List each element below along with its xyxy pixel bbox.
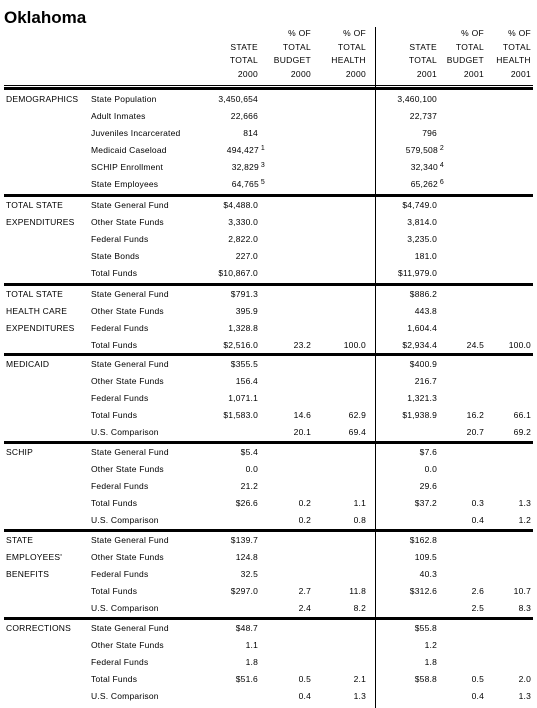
table-cell [299, 498, 311, 509]
row-label: State General Fund [91, 623, 169, 633]
column-header-line: 2000 [290, 68, 311, 79]
cell-value: 796 [422, 128, 437, 138]
column-header-line: TOTAL [502, 41, 531, 52]
cell-value: $162.8 [409, 535, 437, 545]
cell-value: 10.7 [513, 586, 531, 596]
cell-value: 0.4 [471, 515, 484, 525]
section-category: CORRECTIONS [6, 623, 72, 633]
cell-value: 1.3 [353, 691, 366, 701]
cell-value: 395.9 [235, 306, 258, 316]
cell-value: $4,488.0 [223, 200, 258, 210]
cell-value: 0.5 [471, 674, 484, 684]
table-cell [425, 640, 437, 651]
section-category: MEDICAID [6, 359, 50, 369]
table-cell [415, 376, 437, 387]
row-label: U.S. Comparison [91, 691, 159, 701]
table-cell [425, 657, 437, 668]
section-category: EMPLOYEES' [6, 552, 63, 562]
table-cell [246, 657, 258, 668]
table-cell [415, 552, 437, 563]
cell-value: 23.2 [293, 340, 311, 350]
row-label: Total Funds [91, 340, 138, 350]
table-cell [514, 427, 531, 438]
table-cell [354, 603, 366, 614]
table-cell [420, 481, 437, 492]
table-cell [415, 498, 437, 509]
cell-value: 443.8 [414, 306, 437, 316]
table-cell [402, 200, 437, 211]
row-label: Total Funds [91, 674, 138, 684]
row-label: Medicaid Caseload [91, 145, 167, 155]
table-cell [299, 586, 311, 597]
footnote-marker: 1 [260, 145, 265, 152]
column-header-line: % OF [508, 28, 531, 38]
cell-value: 1.1 [353, 498, 366, 508]
table-cell [472, 674, 484, 685]
table-cell [228, 234, 258, 245]
table-cell [231, 111, 258, 122]
cell-value: 32,829 [231, 162, 259, 172]
row-label: Other State Funds [91, 552, 164, 562]
cell-value: 1.2 [424, 640, 437, 650]
column-header-line: TOTAL [408, 55, 437, 65]
cell-value: 1.1 [245, 640, 258, 650]
table-cell [410, 359, 437, 370]
table-cell [397, 94, 437, 105]
table-cell [231, 586, 258, 597]
section-category: HEALTH CARE [6, 306, 68, 316]
section-category: EXPENDITURES [6, 217, 75, 227]
table-cell [236, 306, 258, 317]
table-cell [415, 306, 437, 317]
cell-value: 0.3 [471, 498, 484, 508]
header-rule [4, 85, 533, 86]
cell-value: 181.0 [414, 251, 437, 261]
column-header-line: STATE [409, 41, 437, 52]
column-header-line: TOTAL [282, 41, 311, 52]
table-cell [299, 674, 311, 685]
row-label: State General Fund [91, 289, 169, 299]
table-cell [402, 410, 437, 421]
cell-value: 16.2 [466, 410, 484, 420]
table-cell [223, 200, 258, 211]
row-label: Federal Funds [91, 657, 149, 667]
cell-value: 3,235.0 [407, 234, 437, 244]
cell-value: 2.4 [298, 603, 311, 613]
cell-value: $791.3 [230, 289, 258, 299]
cell-value: 0.2 [298, 498, 311, 508]
table-cell [467, 340, 484, 351]
table-cell [246, 640, 258, 651]
table-cell [415, 251, 437, 262]
column-header-line: 2001 [510, 68, 531, 79]
cell-value: 3,460,100 [397, 94, 437, 104]
section-category: BENEFITS [6, 569, 50, 579]
column-header-line: HEALTH [331, 55, 366, 65]
table-cell [299, 691, 311, 702]
cell-value: 65,262 [410, 179, 438, 189]
row-label: State General Fund [91, 200, 169, 210]
table-cell [519, 498, 531, 509]
table-cell [407, 393, 437, 404]
cell-value: $312.6 [409, 586, 437, 596]
cell-value: 69.2 [513, 427, 531, 437]
table-cell [415, 623, 437, 634]
table-cell [519, 515, 531, 526]
section-rule [4, 87, 533, 90]
table-cell [406, 145, 444, 157]
cell-value: 21.2 [240, 481, 258, 491]
cell-value: $11,979.0 [398, 268, 437, 278]
cell-value: 22,666 [230, 111, 258, 121]
table-cell [410, 289, 437, 300]
cell-value: 1,321.3 [407, 393, 437, 403]
cell-value: $55.8 [414, 623, 437, 633]
cell-value: 29.6 [419, 481, 437, 491]
table-cell [354, 498, 366, 509]
cell-value: 3,450,654 [218, 94, 258, 104]
table-cell [231, 289, 258, 300]
cell-value: $2,516.0 [223, 340, 258, 350]
table-cell [227, 145, 265, 157]
cell-value: 40.3 [419, 569, 437, 579]
column-header [274, 27, 311, 81]
cell-value: $51.6 [235, 674, 258, 684]
cell-value: 1,328.8 [228, 323, 258, 333]
table-cell [467, 410, 484, 421]
cell-value: $1,583.0 [223, 410, 258, 420]
column-header-line: STATE [230, 41, 258, 52]
cell-value: 0.5 [298, 674, 311, 684]
cell-value: $139.7 [230, 535, 258, 545]
table-cell [231, 359, 258, 370]
section-category: DEMOGRAPHICS [6, 94, 79, 104]
column-header-line: % OF [461, 28, 484, 38]
section-category: EXPENDITURES [6, 323, 75, 333]
row-label: SCHIP Enrollment [91, 162, 164, 172]
table-cell [420, 569, 437, 580]
row-label: State Bonds [91, 251, 140, 261]
column-header [331, 27, 366, 81]
column-header [409, 41, 437, 82]
section-category: TOTAL STATE [6, 289, 63, 299]
table-cell [223, 410, 258, 421]
cell-value: 2.7 [298, 586, 311, 596]
table-cell [349, 410, 366, 421]
cell-value: $4,749.0 [402, 200, 437, 210]
cell-value: $297.0 [230, 586, 258, 596]
cell-value: 24.5 [466, 340, 484, 350]
row-label: Federal Funds [91, 569, 149, 579]
cell-value: $400.9 [409, 359, 437, 369]
cell-value: 579,508 [405, 145, 438, 155]
table-cell [410, 535, 437, 546]
row-label: Total Funds [91, 586, 138, 596]
table-cell [299, 603, 311, 614]
cell-value: 494,427 [226, 145, 259, 155]
table-cell [354, 691, 366, 702]
section-rule [4, 353, 533, 356]
row-label: Other State Funds [91, 376, 164, 386]
section-category: SCHIP [6, 447, 33, 457]
table-cell [519, 603, 531, 614]
table-cell [472, 515, 484, 526]
cell-value: 0.0 [245, 464, 258, 474]
cell-value: 8.2 [353, 603, 366, 613]
table-cell [232, 179, 265, 191]
table-cell [218, 94, 258, 105]
row-label: Other State Funds [91, 640, 164, 650]
row-label: Other State Funds [91, 306, 164, 316]
cell-value: 1.8 [245, 657, 258, 667]
row-label: Federal Funds [91, 323, 149, 333]
table-cell [232, 162, 265, 174]
table-cell [299, 515, 311, 526]
column-header-line: % OF [288, 28, 311, 38]
cell-value: 2.1 [353, 674, 366, 684]
cell-value: 1.3 [518, 691, 531, 701]
table-cell [241, 481, 258, 492]
table-cell [243, 128, 258, 139]
footnote-marker: 5 [260, 179, 265, 186]
table-cell [519, 674, 531, 685]
cell-value: 3,330.0 [228, 217, 258, 227]
cell-value: 109.5 [414, 552, 437, 562]
footnote-marker: 6 [439, 179, 444, 186]
section-rule [4, 441, 533, 444]
table-cell [410, 586, 437, 597]
cell-value: 32.5 [240, 569, 258, 579]
section-category: TOTAL STATE [6, 200, 63, 210]
table-cell [425, 464, 437, 475]
row-label: State General Fund [91, 535, 169, 545]
cell-value: 62.9 [348, 410, 366, 420]
table-cell [411, 179, 444, 191]
table-cell [246, 464, 258, 475]
cell-value: $48.7 [235, 623, 258, 633]
table-cell [422, 128, 437, 139]
cell-value: $37.2 [414, 498, 437, 508]
cell-value: 0.4 [471, 691, 484, 701]
row-label: U.S. Comparison [91, 603, 159, 613]
column-header [496, 27, 531, 81]
table-cell [294, 340, 311, 351]
table-cell [241, 447, 258, 458]
cell-value: 0.2 [298, 515, 311, 525]
row-label: Juveniles Incarcerated [91, 128, 181, 138]
table-cell [241, 569, 258, 580]
table-cell [228, 393, 258, 404]
row-label: Federal Funds [91, 393, 149, 403]
column-header-line: 2001 [416, 68, 437, 79]
column-header-line: 2000 [345, 68, 366, 79]
column-header-line: BUDGET [446, 55, 484, 65]
row-label: Total Funds [91, 268, 138, 278]
table-cell [514, 410, 531, 421]
row-label: Total Funds [91, 410, 138, 420]
row-label: Other State Funds [91, 464, 164, 474]
column-header-line: 2001 [463, 68, 484, 79]
cell-value: 100.0 [508, 340, 531, 350]
footnote-marker: 4 [439, 162, 444, 169]
cell-value: 8.3 [518, 603, 531, 613]
table-cell [236, 251, 258, 262]
table-cell [509, 340, 531, 351]
cell-value: 20.1 [293, 427, 311, 437]
cell-value: $26.6 [235, 498, 258, 508]
cell-value: 814 [243, 128, 258, 138]
cell-value: 2.0 [518, 674, 531, 684]
table-cell [410, 111, 437, 122]
column-header-line: 2000 [237, 68, 258, 79]
column-header-line: TOTAL [455, 41, 484, 52]
table-cell [472, 498, 484, 509]
cell-value: 64,765 [231, 179, 259, 189]
table-cell [236, 674, 258, 685]
cell-value: $5.4 [240, 447, 258, 457]
column-header-line: BUDGET [273, 55, 311, 65]
table-cell [344, 340, 366, 351]
row-label: State General Fund [91, 447, 169, 457]
row-label: Federal Funds [91, 481, 149, 491]
cell-value: 66.1 [513, 410, 531, 420]
table-cell [407, 323, 437, 334]
column-header-line: HEALTH [496, 55, 531, 65]
cell-value: 1,071.1 [228, 393, 258, 403]
row-label: Total Funds [91, 498, 138, 508]
table-cell [472, 586, 484, 597]
column-header [230, 41, 258, 82]
page-title: Oklahoma [4, 8, 87, 27]
cell-value: 156.4 [235, 376, 258, 386]
footnote-marker: 2 [439, 145, 444, 152]
table-cell [294, 427, 311, 438]
table-cell [472, 691, 484, 702]
row-label: U.S. Comparison [91, 427, 159, 437]
table-cell [349, 427, 366, 438]
section-category: STATE [6, 535, 34, 545]
table-cell [407, 234, 437, 245]
table-cell [231, 535, 258, 546]
cell-value: 14.6 [293, 410, 311, 420]
table-cell [236, 623, 258, 634]
section-rule [4, 529, 533, 532]
cell-value: 69.4 [348, 427, 366, 437]
table-cell [472, 603, 484, 614]
row-label: U.S. Comparison [91, 515, 159, 525]
cell-value: $10,867.0 [218, 268, 258, 278]
cell-value: 1.3 [518, 498, 531, 508]
cell-value: 124.8 [235, 552, 258, 562]
cell-value: 227.0 [235, 251, 258, 261]
row-label: Federal Funds [91, 234, 149, 244]
table-cell [236, 552, 258, 563]
table-cell [236, 498, 258, 509]
cell-value: $886.2 [409, 289, 437, 299]
column-header-line: TOTAL [229, 55, 258, 65]
table-cell [228, 217, 258, 228]
cell-value: 2.5 [471, 603, 484, 613]
column-header-line: TOTAL [337, 41, 366, 52]
table-cell [415, 674, 437, 685]
section-rule [4, 283, 533, 286]
column-header-line: % OF [343, 28, 366, 38]
cell-value: 2.6 [471, 586, 484, 596]
cell-value: $7.6 [419, 447, 437, 457]
table-cell [223, 340, 258, 351]
cell-value: $355.5 [230, 359, 258, 369]
cell-value: 216.7 [414, 376, 437, 386]
table-cell [402, 340, 437, 351]
table-cell [354, 674, 366, 685]
section-rule [4, 617, 533, 620]
cell-value: 1.8 [424, 657, 437, 667]
cell-value: 20.7 [466, 427, 484, 437]
cell-value: 100.0 [343, 340, 366, 350]
table-cell [467, 427, 484, 438]
row-label: State Employees [91, 179, 159, 189]
column-header [447, 27, 484, 81]
row-label: State General Fund [91, 359, 169, 369]
table-cell [218, 268, 258, 279]
table-cell [228, 323, 258, 334]
cell-value: 0.8 [353, 515, 366, 525]
table-cell [236, 376, 258, 387]
cell-value: 0.4 [298, 691, 311, 701]
cell-value: 1.2 [518, 515, 531, 525]
row-label: State Population [91, 94, 157, 104]
cell-value: 32,340 [410, 162, 438, 172]
table-cell [514, 586, 531, 597]
cell-value: $2,934.4 [402, 340, 437, 350]
table-cell [349, 586, 366, 597]
table-cell [519, 691, 531, 702]
column-divider [375, 27, 376, 708]
table-cell [420, 447, 437, 458]
cell-value: 11.8 [349, 586, 366, 596]
cell-value: 22,737 [409, 111, 437, 121]
row-label: Adult Inmates [91, 111, 146, 121]
cell-value: $1,938.9 [402, 410, 437, 420]
table-cell [411, 162, 444, 174]
row-label: Other State Funds [91, 217, 164, 227]
table-cell [398, 268, 437, 279]
footnote-marker: 3 [260, 162, 265, 169]
table-cell [407, 217, 437, 228]
cell-value: 1,604.4 [407, 323, 437, 333]
section-rule [4, 194, 533, 197]
cell-value: $58.8 [414, 674, 437, 684]
cell-value: 0.0 [424, 464, 437, 474]
table-cell [354, 515, 366, 526]
cell-value: 3,814.0 [407, 217, 437, 227]
table-cell [294, 410, 311, 421]
cell-value: 2,822.0 [228, 234, 258, 244]
